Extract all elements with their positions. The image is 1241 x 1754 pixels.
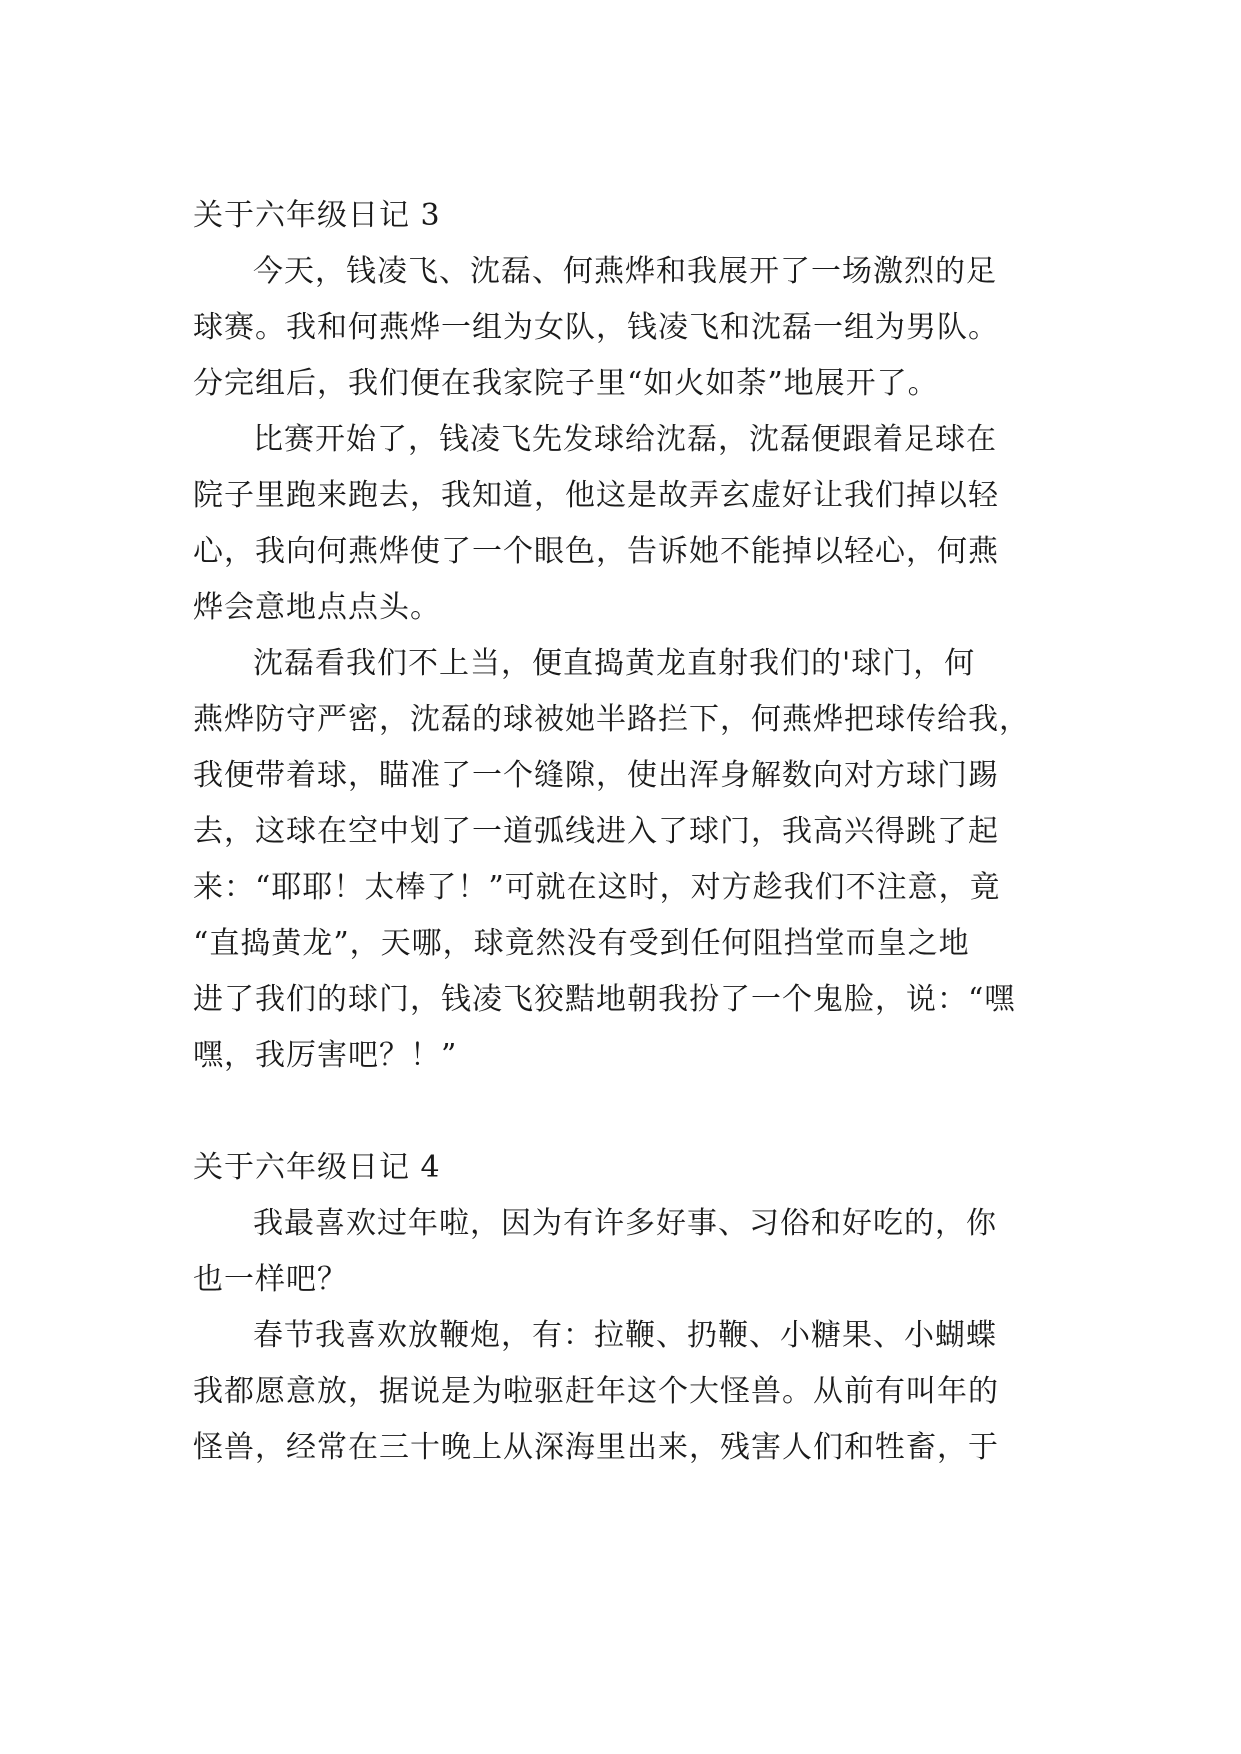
paragraph-line: 来：“耶耶！太棒了！”可就在这时，对方趁我们不注意，竟	[193, 870, 1001, 905]
paragraph-line: 心，我向何燕烨使了一个眼色，告诉她不能掉以轻心，何燕	[193, 534, 999, 569]
paragraph-line: 比赛开始了，钱凌飞先发球给沈磊，沈磊便跟着足球在	[253, 422, 997, 457]
section-title: 关于六年级日记 3	[193, 198, 441, 233]
paragraph-line: 嘿，我厉害吧？！”	[193, 1038, 458, 1073]
paragraph-line: 我都愿意放，据说是为啦驱赶年这个大怪兽。从前有叫年的	[193, 1374, 999, 1409]
paragraph-line: 烨会意地点点头。	[193, 590, 441, 625]
paragraph-line: 沈磊看我们不上当，便直捣黄龙直射我们的'球门，何	[253, 646, 976, 681]
paragraph-line: 燕烨防守严密，沈磊的球被她半路拦下，何燕烨把球传给我，	[193, 702, 1030, 737]
paragraph-line: 分完组后，我们便在我家院子里“如火如荼”地展开了。	[193, 366, 939, 401]
paragraph-line: 今天，钱凌飞、沈磊、何燕烨和我展开了一场激烈的足	[253, 254, 997, 289]
paragraph-line: 进了我们的球门，钱凌飞狡黠地朝我扮了一个鬼脸，说：“嘿	[193, 982, 1016, 1017]
paragraph-line: 怪兽，经常在三十晚上从深海里出来，残害人们和牲畜，于	[193, 1430, 999, 1465]
section-title: 关于六年级日记 4	[193, 1150, 441, 1185]
paragraph-line: 球赛。我和何燕烨一组为女队，钱凌飞和沈磊一组为男队。	[193, 310, 999, 345]
paragraph-line: 院子里跑来跑去，我知道，他这是故弄玄虚好让我们掉以轻	[193, 478, 999, 513]
paragraph-line: “直捣黄龙”，天哪，球竟然没有受到任何阻挡堂而皇之地	[193, 926, 970, 961]
paragraph-line: 我最喜欢过年啦，因为有许多好事、习俗和好吃的，你	[253, 1206, 997, 1241]
paragraph-line: 也一样吧？	[193, 1262, 348, 1297]
paragraph-line: 我便带着球，瞄准了一个缝隙，使出浑身解数向对方球门踢	[193, 758, 999, 793]
paragraph-line: 春节我喜欢放鞭炮，有：拉鞭、扔鞭、小糖果、小蝴蝶	[253, 1318, 997, 1353]
paragraph-line: 去，这球在空中划了一道弧线进入了球门，我高兴得跳了起	[193, 814, 999, 849]
